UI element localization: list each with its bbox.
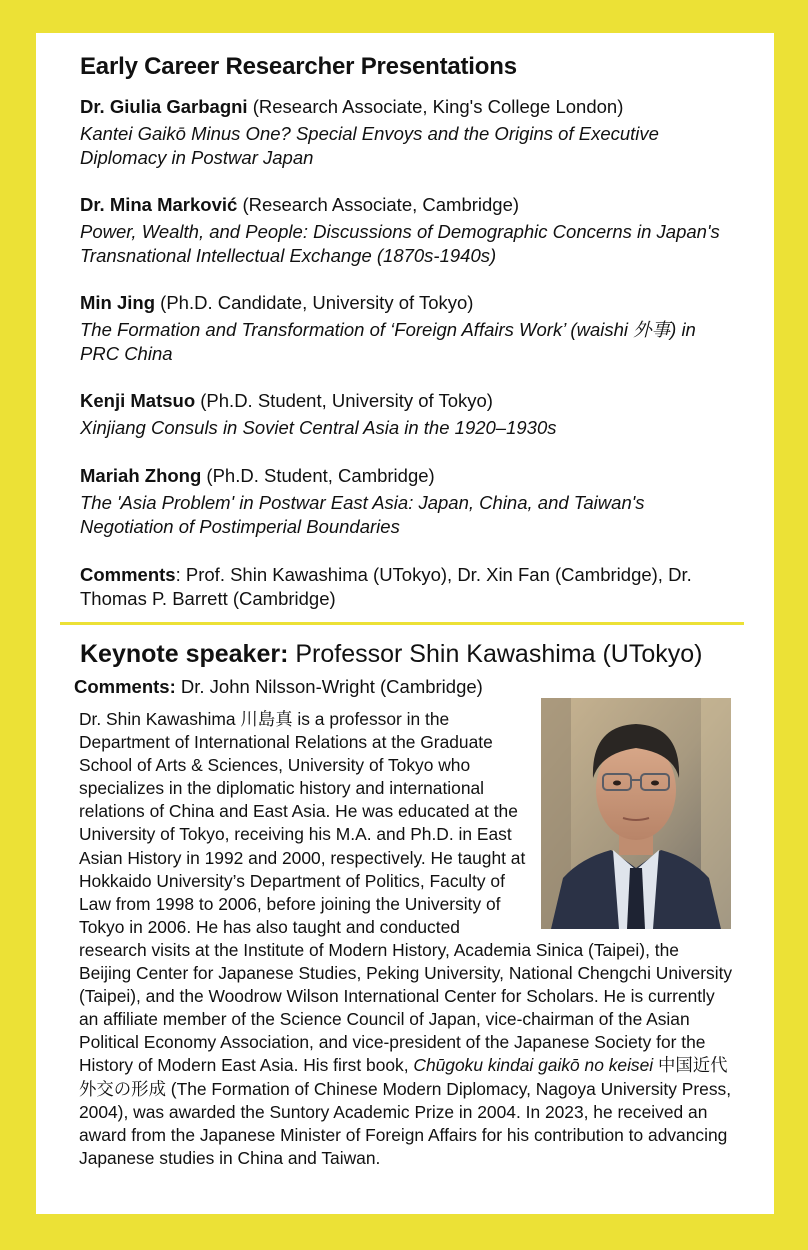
discussants — [80, 563, 740, 611]
presentation-title: Power, Wealth, and People: Discussions of Demographic Concerns in Japan's Transnational Intellectual Exchange (1870s-1940s) — [80, 221, 720, 266]
presentation-entry — [80, 193, 740, 268]
keynote-heading — [80, 640, 702, 669]
bio-text: Dr. Shin Kawashima 川島真 is a professor in the Department of International Relations at the Graduate School of Arts & Sciences, University of Tokyo who specializes in the diplomatic history and international relations of China and East Asia. He was educated at the University of Tokyo, receiving his M.A. and Ph.D. in East Asian History in 1992 and 2000, respectively. He taught at Hokkaido University’s Department of Politics, Faculty of Law from 1998 to 2006, before joining the University of Tokyo in 2006. He has also taught and conducted research visits at the Institute of Modern History, Academia Sinica (Taipei), the Beijing Center for Japanese Studies, Peking University, National Chengchi University (Taipei), and the Woodrow Wilson International Center for Scholars. He is currently an affiliate member of the Science Council of Japan, vice-chairman of the Asian Political Economy Association, and vice-president of the Japanese Society for the History of Modern East Asia. His first book, — [79, 709, 733, 1076]
keynote-label: Keynote speaker: — [80, 640, 289, 668]
photo-wrap-space — [531, 708, 735, 928]
presenter-name: Mariah Zhong — [80, 465, 202, 486]
presenter-name: Dr. Giulia Garbagni — [80, 96, 248, 117]
presenter-affiliation: (Research Associate, Cambridge) — [237, 194, 520, 215]
presentation-entry — [80, 464, 740, 539]
section-title: Early Career Researcher Presentations — [80, 53, 517, 80]
keynote-comments-text: Dr. John Nilsson-Wright (Cambridge) — [175, 676, 483, 697]
comments-label: Comments — [80, 564, 176, 585]
keynote-comments-label: Comments: — [74, 676, 176, 697]
presenter-affiliation: (Research Associate, King's College London) — [247, 96, 624, 117]
section-divider — [60, 622, 744, 625]
presenter-name: Dr. Mina Marković — [80, 194, 238, 215]
presenter-affiliation: (Ph.D. Student, University of Tokyo) — [195, 390, 493, 411]
comments-text: : Prof. Shin Kawashima (UTokyo), Dr. Xin Fan (Cambridge), Dr. Thomas P. Barrett (Cambridge) — [80, 564, 692, 609]
presentation-title: The Formation and Transformation of ‘Foreign Affairs Work’ (waishi 外事) in PRC China — [80, 319, 696, 364]
presentation-entry — [80, 389, 740, 440]
presentation-title: Xinjiang Consuls in Soviet Central Asia in the 1920–1930s — [80, 417, 557, 438]
presenter-affiliation: (Ph.D. Candidate, University of Tokyo) — [155, 292, 474, 313]
presentation-title: The 'Asia Problem' in Postwar East Asia: Japan, China, and Taiwan's Negotiation of Postimperial Boundaries — [80, 492, 645, 537]
presenter-name: Kenji Matsuo — [80, 390, 196, 411]
presenter-affiliation: (Ph.D. Student, Cambridge) — [201, 465, 435, 486]
bio-book-title: Chūgoku kindai gaikō no keisei — [413, 1055, 654, 1076]
presentation-entry — [80, 291, 740, 366]
speaker-bio — [79, 708, 735, 1170]
presentation-title: Kantei Gaikō Minus One? Special Envoys and the Origins of Executive Diplomacy in Postwar Japan — [80, 123, 659, 168]
content-panel — [36, 33, 774, 1214]
presentation-entry — [80, 95, 740, 170]
presenter-name: Min Jing — [80, 292, 156, 313]
keynote-discussant — [74, 676, 483, 698]
keynote-speaker: Professor Shin Kawashima (UTokyo) — [288, 640, 703, 668]
bio-text-continued: 中国近代外交の形成 (The Formation of Chinese Modern Diplomacy, Nagoya University Press, 2004), was awarded the Suntory Academic Prize in 2004. In 2023, he received an award from the Japanese Minister of Foreign Affairs for his contribution to advancing Japanese studies in China and Taiwan. — [79, 1055, 732, 1168]
